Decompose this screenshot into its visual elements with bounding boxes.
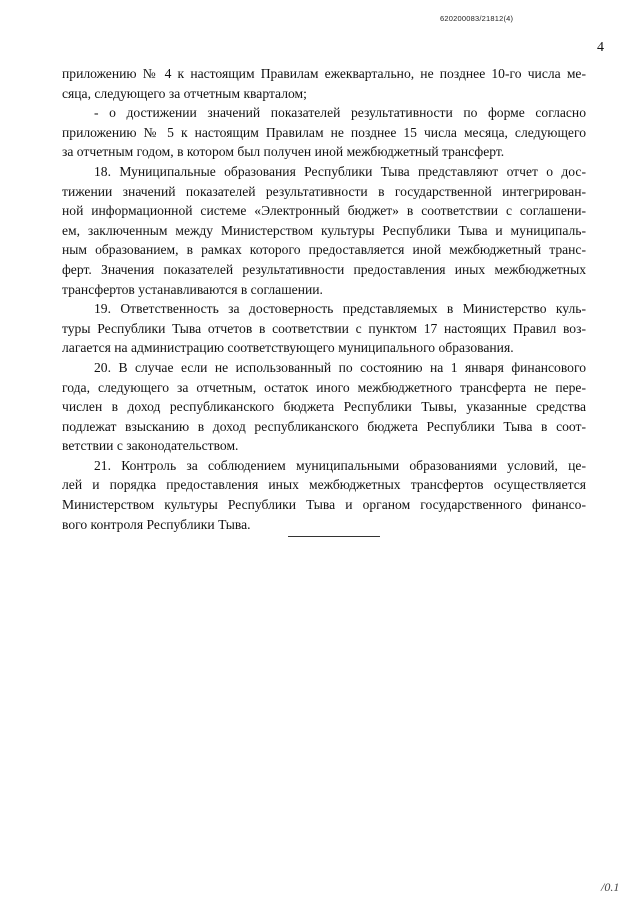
paragraph-20 (62, 358, 586, 456)
document-id: 620200083/21812(4) (440, 14, 514, 23)
paragraph-19 (62, 299, 586, 358)
text-line: 19. Ответственность за достоверность представляемых в Министерство куль- (94, 301, 586, 317)
end-divider (288, 536, 380, 537)
page-number: 4 (597, 40, 604, 55)
paragraph-21 (62, 456, 586, 534)
handwritten-corner-mark: /0.1 (601, 880, 620, 894)
paragraph-item-5 (62, 103, 586, 162)
text-line: лей и порядка предоставления иных межбюджетных трансфертов осуществляется (62, 477, 586, 493)
text-line: вого контроля Республики Тыва. (62, 516, 251, 532)
text-line: приложению № 5 к настоящим Правилам не позднее 15 числа месяца, следующего (62, 124, 586, 140)
text-line: ветствии с законодательством. (62, 438, 239, 454)
paragraph-continuation (62, 64, 586, 103)
text-line: - о достижении значений показателей результативности по форме согласно (94, 105, 586, 121)
text-line: подлежат взысканию в доход республиканского бюджета Республики Тыва в соот- (62, 418, 586, 434)
text-line: ной информационной системе «Электронный бюджет» в соответствии с соглашени- (62, 203, 586, 219)
text-line: ем, заключенным между Министерством культуры Республики Тыва и муниципаль- (62, 222, 586, 238)
text-line: ферт. Значения показателей результативности предоставления иных межбюджетных (62, 261, 586, 277)
text-line: 20. В случае если не использованный по состоянию на 1 января финансового (94, 359, 586, 375)
document-body (62, 64, 586, 534)
text-line: лагается на администрацию соответствующего муниципального образования. (62, 340, 514, 356)
text-line: трансфертов устанавливаются в соглашении. (62, 281, 323, 297)
text-line: за отчетным годом, в котором был получен иной межбюджетный трансферт. (62, 144, 505, 160)
text-line: сяца, следующего за отчетным кварталом; (62, 85, 307, 101)
text-line: Министерством культуры Республики Тыва и органом государственного финансо- (62, 497, 586, 513)
text-line: 21. Контроль за соблюдением муниципальными образованиями условий, це- (94, 457, 586, 473)
text-line: туры Республики Тыва отчетов в соответствии с пунктом 17 настоящих Правил воз- (62, 320, 586, 336)
text-line: ным образованием, в рамках которого предоставляется иной межбюджетный транс- (62, 242, 586, 258)
text-line: года, следующего за отчетным, остаток иного межбюджетного трансферта не пере- (62, 379, 586, 395)
paragraph-18 (62, 162, 586, 299)
text-line: приложению № 4 к настоящим Правилам ежеквартально, не позднее 10-го числа ме- (62, 66, 586, 81)
text-line: тижении значений показателей результативности в государственной интегрирован- (62, 183, 586, 199)
text-line: числен в доход республиканского бюджета Республики Тывы, указанные средства (62, 399, 586, 415)
text-line: 18. Муниципальные образования Республики Тыва представляют отчет о дос- (94, 163, 586, 179)
